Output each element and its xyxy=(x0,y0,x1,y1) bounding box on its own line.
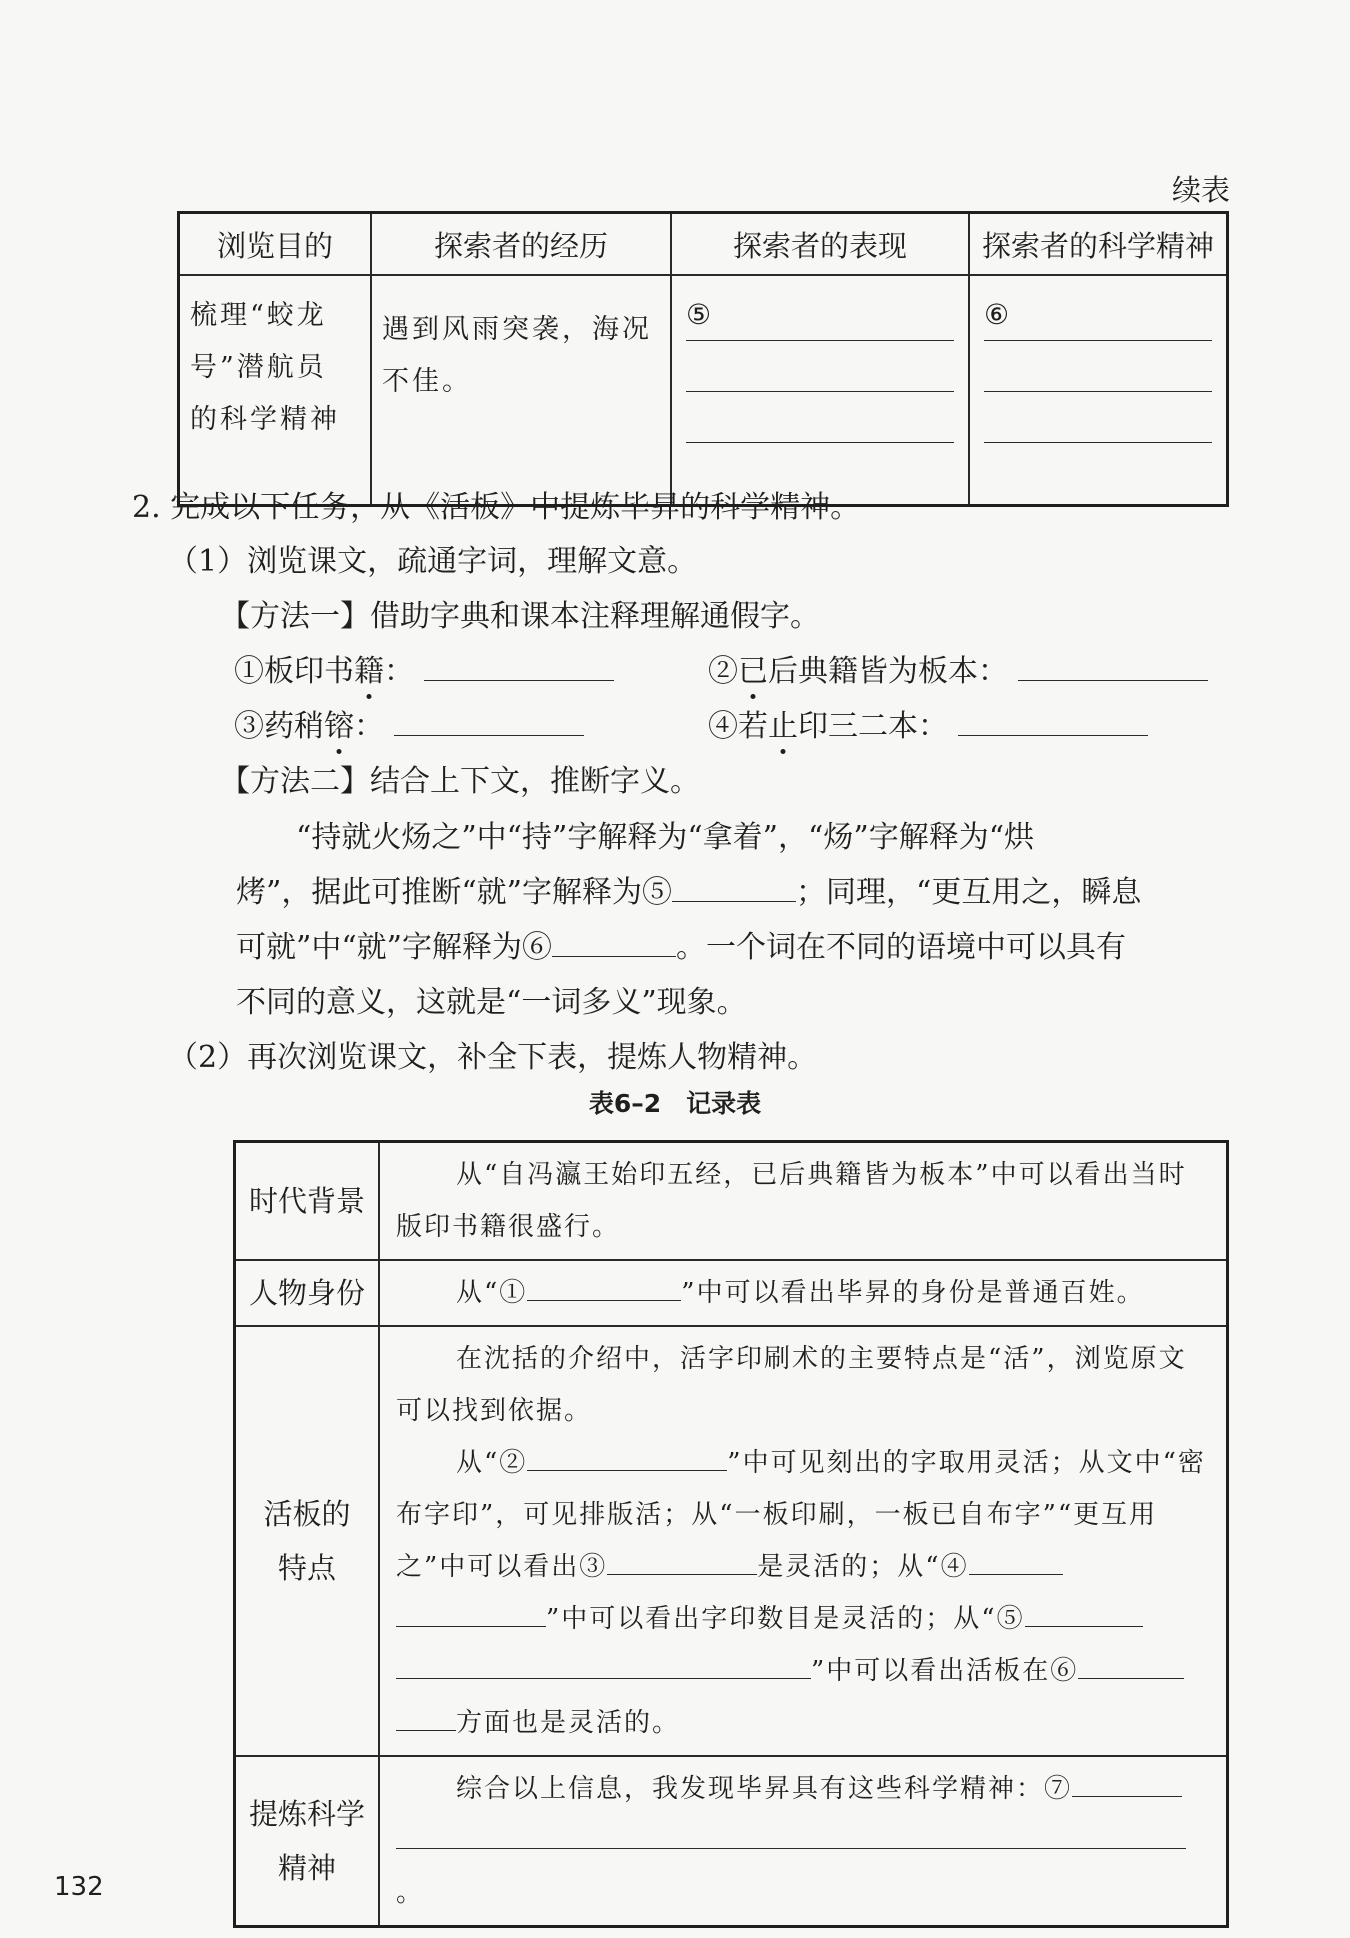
head-line: 活板的 xyxy=(263,1497,351,1531)
row-body-era xyxy=(379,1142,1228,1261)
answer-blank[interactable] xyxy=(527,1272,681,1301)
answer-line[interactable] xyxy=(984,392,1212,443)
paragraph-text: ；同理，“更互用之，瞬息 xyxy=(796,875,1142,910)
row-body-spirit xyxy=(379,1756,1228,1927)
item-text: ： xyxy=(354,709,384,744)
row-head-identity: 人物身份 xyxy=(235,1260,380,1326)
answer-blank[interactable] xyxy=(552,926,676,957)
table-caption: 表6–2 记录表 xyxy=(588,1089,762,1118)
item-text: ： xyxy=(384,654,414,689)
vocab-item-3 xyxy=(234,701,584,745)
emphasized-char: 籍 xyxy=(354,654,384,689)
answer-blank[interactable] xyxy=(958,705,1148,736)
method-2: 【方法二】结合上下文，推断字义。 xyxy=(220,764,700,799)
emphasized-char: 止 xyxy=(768,709,798,744)
item-number: ① xyxy=(234,654,264,689)
purpose-line: 的科学精神 xyxy=(190,404,340,435)
table-header-row xyxy=(179,213,1228,276)
row-body-identity xyxy=(379,1260,1228,1326)
head-line: 提炼科学 xyxy=(248,1797,365,1831)
paragraph-line xyxy=(236,922,1126,966)
answer-blank[interactable] xyxy=(396,1650,811,1679)
answer-blank[interactable] xyxy=(1025,1598,1143,1627)
purpose-line: 号”潜航员 xyxy=(190,352,327,383)
item-text: 板印书 xyxy=(264,654,354,689)
answer-blank[interactable] xyxy=(1078,1650,1184,1679)
paragraph-line xyxy=(236,867,1141,911)
experience-cell xyxy=(371,275,671,506)
header-performance: 探索者的表现 xyxy=(671,213,969,276)
experience-line: 遇到风雨突袭，海况 xyxy=(382,314,652,345)
cell-text: 综合以上信息，我发现毕昇具有这些科学精神：⑦ xyxy=(456,1774,1073,1804)
subtask-2: （2）再次浏览课文，补全下表，提炼人物精神。 xyxy=(168,1040,818,1075)
method-1: 【方法一】借助字典和课本注释理解通假字。 xyxy=(220,599,820,634)
answer-blank[interactable] xyxy=(396,1598,546,1627)
answer-line[interactable] xyxy=(984,290,1212,341)
header-experience: 探索者的经历 xyxy=(371,213,671,276)
answer-blank[interactable] xyxy=(527,1442,727,1471)
cell-text: ”中可以看出字印数目是灵活的；从“⑤ xyxy=(546,1604,1025,1634)
paragraph-text: 。一个词在不同的语境中可以具有 xyxy=(676,930,1127,965)
spirit-answer-cell xyxy=(969,275,1228,506)
row-head-features xyxy=(235,1326,380,1756)
header-spirit: 探索者的科学精神 xyxy=(969,213,1228,276)
emphasized-char: 已 xyxy=(738,654,768,689)
page-number: 132 xyxy=(54,1872,104,1902)
cell-text: ”中可以看出毕昇的身份是普通百姓。 xyxy=(681,1278,1145,1308)
answer-blank[interactable] xyxy=(672,871,796,902)
cell-text: 。 xyxy=(396,1878,425,1908)
answer-blank[interactable] xyxy=(396,1702,456,1731)
paragraph-line: 不同的意义，这就是“一词多义”现象。 xyxy=(236,985,747,1020)
continued-table-label: 续表 xyxy=(1171,173,1230,207)
row-body-features xyxy=(379,1326,1228,1756)
answer-line[interactable] xyxy=(686,341,954,392)
purpose-line: 梳理“蛟龙 xyxy=(190,300,327,331)
cell-text: 从“① xyxy=(456,1278,528,1308)
vocab-item-4 xyxy=(708,701,1148,745)
cell-text: 方面也是灵活的。 xyxy=(456,1708,681,1738)
cell-text: 从“② xyxy=(456,1448,528,1478)
answer-number: ⑤ xyxy=(686,298,712,331)
experience-line: 不佳。 xyxy=(382,366,472,397)
head-line: 精神 xyxy=(277,1851,336,1885)
purpose-cell xyxy=(179,275,372,506)
item-number: ② xyxy=(708,654,738,689)
vocab-item-1 xyxy=(234,646,614,690)
cell-text: 从“自冯瀛王始印五经，已后典籍皆为板本”中可以看出当时版印书籍很盛行。 xyxy=(396,1160,1187,1242)
answer-number: ⑥ xyxy=(984,298,1010,331)
head-line: 特点 xyxy=(277,1551,336,1585)
table-row xyxy=(235,1142,1228,1261)
table-row xyxy=(235,1260,1228,1326)
table-row xyxy=(235,1756,1228,1927)
paragraph-line: “持就火炀之”中“持”字解释为“拿着”，“炀”字解释为“烘 xyxy=(296,820,1035,855)
item-text: 后典籍皆为板本： xyxy=(768,654,1008,689)
cell-text: 是灵活的；从“④ xyxy=(757,1552,969,1582)
item-number: ④ xyxy=(708,709,738,744)
record-table xyxy=(233,1140,1229,1928)
item-text: 印三二本： xyxy=(798,709,948,744)
row-head-spirit xyxy=(235,1756,380,1927)
answer-blank[interactable] xyxy=(969,1546,1063,1575)
subtask-1: （1）浏览课文，疏通字词，理解文意。 xyxy=(168,544,698,579)
emphasized-char: 镕 xyxy=(324,709,354,744)
answer-line[interactable] xyxy=(686,290,954,341)
cell-text: ”中可见刻出的字取用灵活；从文中“密布字印”，可见排版活；从“一板印刷，一板已自布字”“更互用之”中可以看出③ xyxy=(396,1448,1206,1582)
answer-line[interactable] xyxy=(686,392,954,443)
item-number: ③ xyxy=(234,709,264,744)
paragraph-text: 可就”中“就”字解释为⑥ xyxy=(236,930,553,965)
answer-line[interactable] xyxy=(984,341,1212,392)
answer-blank[interactable] xyxy=(1072,1768,1182,1797)
answer-blank[interactable] xyxy=(394,705,584,736)
exploration-table xyxy=(177,211,1229,507)
cell-text: 在沈括的介绍中，活字印刷术的主要特点是“活”，浏览原文可以找到依据。 xyxy=(396,1344,1187,1426)
item-text: 若 xyxy=(738,709,768,744)
cell-text: ”中可以看出活板在⑥ xyxy=(811,1656,1079,1686)
table-row xyxy=(235,1326,1228,1756)
performance-answer-cell xyxy=(671,275,969,506)
row-head-era: 时代背景 xyxy=(235,1142,380,1261)
answer-blank[interactable] xyxy=(424,650,614,681)
table-row xyxy=(179,275,1228,506)
answer-blank[interactable] xyxy=(396,1820,1186,1849)
header-purpose: 浏览目的 xyxy=(179,213,372,276)
vocab-item-2 xyxy=(708,646,1208,690)
answer-blank[interactable] xyxy=(607,1546,757,1575)
answer-blank[interactable] xyxy=(1018,650,1208,681)
question-2-title: 2. 完成以下任务，从《活板》中提炼毕昇的科学精神。 xyxy=(132,490,861,525)
item-text: 药稍 xyxy=(264,709,324,744)
paragraph-text: 烤”，据此可推断“就”字解释为⑤ xyxy=(236,875,673,910)
